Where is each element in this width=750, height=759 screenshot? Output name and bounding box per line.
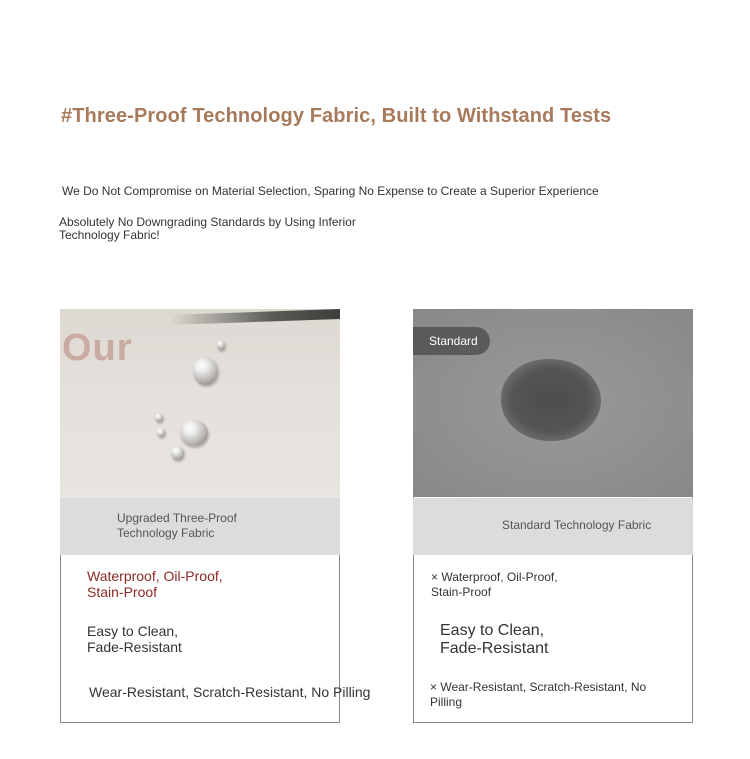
upgraded-fabric-photo [60,309,340,499]
water-droplet [155,413,163,422]
standard-feature-easy-clean: Easy to Clean, Fade-Resistant [440,622,549,657]
page-subtitle: We Do Not Compromise on Material Selection, Sparing No Expense to Create a Superior Experience [62,184,599,198]
upgraded-fabric-card [60,309,371,723]
water-droplet [157,428,165,437]
upgraded-feature-wear-resistant: Wear-Resistant, Scratch-Resistant, No Pilling [89,684,371,700]
upgraded-feature-waterproof: Waterproof, Oil-Proof, Stain-Proof [87,568,223,600]
standard-fabric-card [413,309,693,723]
page-note: Absolutely No Downgrading Standards by Using Inferior Technology Fabric! [59,215,356,242]
standard-badge: Standard [413,327,490,355]
water-droplet [217,340,225,350]
standard-fabric-label-band [413,498,693,555]
water-droplet [193,357,218,385]
standard-fabric-photo [413,309,693,497]
upgraded-feature-easy-clean: Easy to Clean, Fade-Resistant [87,623,182,655]
standard-feature-wear-resistant: × Wear-Resistant, Scratch-Resistant, No Pilling [430,680,647,709]
our-photo-text: Our [62,327,133,369]
upgraded-fabric-label: Upgraded Three-Proof Technology Fabric [117,511,237,540]
stain-mark [501,359,601,441]
water-droplet [180,420,208,446]
upgraded-fabric-label-band [60,498,340,555]
standard-fabric-label: Standard Technology Fabric [502,518,652,532]
page-title: #Three-Proof Technology Fabric, Built to Withstand Tests [61,105,612,127]
water-droplet [171,446,184,460]
standard-feature-waterproof: × Waterproof, Oil-Proof, Stain-Proof [431,570,558,599]
